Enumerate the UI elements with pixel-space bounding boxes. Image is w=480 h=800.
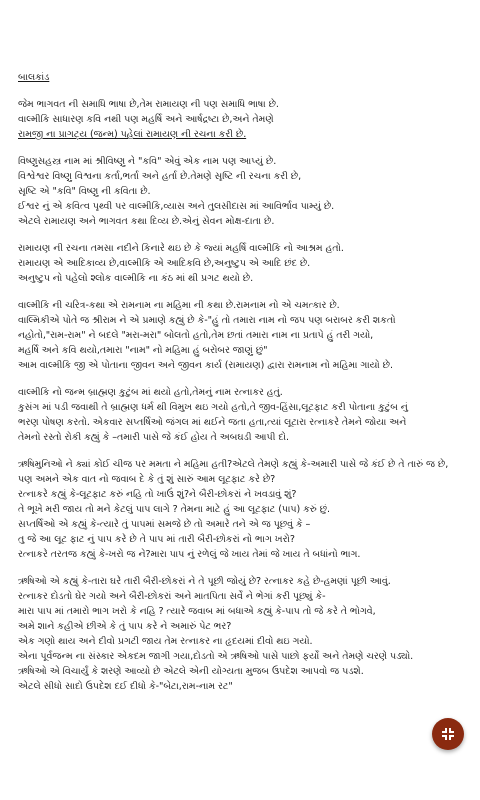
text-line: વાલ્મીકિ નો જન્મ બ્રાહ્મણ કુટુંબ માં થયો હતો,તેમનું નામ રત્નાકર હતું. xyxy=(18,387,283,398)
chapter-heading: બાલકાંડ xyxy=(18,72,50,83)
text-line: વાલ્મીકિ ની ચરિત્ર-કથા એ રામનામ ના મહિમા ની કથા છે.રામનામ નો એ ચમત્કાર છે. xyxy=(18,300,340,311)
paragraph xyxy=(18,298,470,373)
text-line: રત્નાકરે તરતજ કહ્યું કે-ખરો જ ને?મારા પાપ નું રળેલું જે ખાય તેમાં જે ખાય તે બધાંનો ભાગ. xyxy=(18,549,361,560)
text-line: ભરણ પોષણ કરતો. એકવાર સપ્તર્ષિઓ જંગલ માં થઈને જતા હતા,ત્યાં લૂટારા રત્નાકરે તેમને જોયા અને xyxy=(18,417,407,428)
text-line: ઋષિમુનિઓ ને ક્યાં કોઈ ચીજ પર મમતા ને મહિમા હતી?એટલે તેમણે કહ્યું કે-અમારી પાસે જે કંઈ છે તે તારું જ છે, xyxy=(18,459,449,470)
text-line: વિશ્વેશ્વર વિષ્ણુ વિશ્વના કર્તા,ભર્તા અને હર્તા છે.તેમણે સૃષ્ટિ ની રચના કરી છે, xyxy=(18,171,302,182)
text-line: વિષ્ણુસહસ્ત્ર નામ માં શ્રીવિષ્ણુ ને "કવિ" એવું એક નામ પણ આપ્યું છે. xyxy=(18,156,277,167)
text-line: કુસંગ માં પડી જવાથી તે બ્રાહ્મણ ધર્મ થી વિમુખ થઇ ગયો હતો,તે જીવ-હિંસા,લૂટફાટ કરી પોતાના કુટુંબ નું xyxy=(18,402,408,413)
text-line: મહર્ષિ અને કવિ થયો,તમારા "નામ" નો મહિમા હું બરોબર જાણું છું" xyxy=(18,345,268,356)
text-line: રત્નાકર દોડતો ઘેર ગયો અને બૈરી-છોકરાં અને માતપિતા સર્વે ને ભેગાં કરી પૂછ્યું કે- xyxy=(18,591,326,602)
text-line: વાલ્મિકીએ પોતે જ શ્રીરામ ને એ પ્રમાણે કહ્યું છે કે-"હું તો તમારા નામ નો જપ પણ બરાબર કરી શકતો xyxy=(18,315,396,326)
text-line: ઈશ્વર નું એ કવિત્વ પૃથ્વી પર વાલ્મીકિ,વ્યાસ અને તુલસીદાસ માં આવિર્ભાવ પામ્યું છે. xyxy=(18,201,335,212)
text-line: એક ગણો થાય અને દીવો પ્રગટી જાય તેમ રત્નાકર ના હૃદયમાં દીવો થઇ ગયો. xyxy=(18,636,313,647)
text-line: રત્નાકરે કહ્યું કે-લૂટફાટ કરું નહિ તો ખાઉં શું?ને બૈરી-છોકરાં ને ખવડાવું શું? xyxy=(18,489,297,500)
text-line: રામાયણ ની રચના તમસા નદીને કિનારે થઇ છે કે જ્યાં મહર્ષિ વાલ્મીકિ નો આશ્રમ હતો. xyxy=(18,243,344,254)
document-page xyxy=(18,70,470,706)
paragraph xyxy=(18,385,470,445)
text-line: ઋષિઓ એ વિચાર્યું કે શરણે આવ્યો છે એટલે એની યોગ્યતા મુજબ ઉપદેશ આપવો જ પડશે. xyxy=(18,666,364,677)
text-line: રામજી ના પ્રાગટ્ય (જન્મ) પહેલાં રામાયણ ની રચના કરી છે. xyxy=(18,129,247,140)
text-line: રામાયણ એ આદિકાવ્ય છે,વાલ્મીકિ એ આદિકવિ છે,અનુષ્ટુપ એ આદિ છંદ છે. xyxy=(18,258,311,269)
text-line: અમે શાને કહીએ છીએ કે તું પાપ કરે ને અમારું પેટ ભર? xyxy=(18,621,232,632)
collapse-arrows-icon xyxy=(440,726,456,742)
text-line: મારા પાપ માં તમારો ભાગ ખરો કે નહિ ? ત્યારે જવાબ માં બધાએ કહ્યું કે-પાપ તો જે કરે તે ભોગવે, xyxy=(18,606,376,617)
document-body xyxy=(18,97,470,694)
paragraph xyxy=(18,97,470,142)
text-line: સપ્તર્ષિઓ એ કહ્યું કે-ત્યારે તું પાપમાં સમજે છે તો અમારે તને એ જ પૂછવું કે – xyxy=(18,519,311,530)
text-line: અનુષ્ટુપ નો પહેલો શ્લોક વાલ્મીકિ ના કંઠ માં થી પ્રગટ થયો છે. xyxy=(18,273,254,284)
paragraph xyxy=(18,241,470,286)
paragraph xyxy=(18,574,470,694)
text-line: નહોતો,"રામ-રામ" ને બદલે "મરા-મરા" બોલતો હતો,તેમ છતાં તમારા નામ ના પ્રતાપે હું તરી ગયો, xyxy=(18,330,374,341)
text-line: આમ વાલ્મીકિ જી એ પોતાના જીવન અને જીવન કાર્ય (રામાયણ) દ્વારા રામનામ નો મહિમા ગાયો છે. xyxy=(18,360,393,371)
text-line: એટલે સીધો સાદો ઉપદેશ દઈ દીધો કે-"બેટા,રામ-નામ રટ" xyxy=(18,681,233,692)
exit-fullscreen-button[interactable] xyxy=(432,718,464,750)
text-line: એટલે રામાયણ અને ભાગવત કથા દિવ્ય છે.એનું સેવન મોક્ષ-દાતા છે. xyxy=(18,216,275,227)
paragraph xyxy=(18,154,470,229)
paragraph xyxy=(18,457,470,562)
text-line: ઋષિઓ એ કહ્યું કે-તારા ઘરે તારી બૈરી-છોકરાં ને તે પૂછી જોયું છે? રત્નાકર કહે છે-હમણાં પૂછી આવું. xyxy=(18,576,391,587)
text-line: વાલ્મીકિ સાધારણ કવિ નથી પણ મહર્ષિ અને આર્ષદ્રષ્ટા છે,અને તેમણે xyxy=(18,114,274,125)
text-line: તે ભૂખે મરી જાય તો મને કેટલું પાપ લાગે ? તેમના માટે હું આ લૂટફાટ (પાપ) કરું છું. xyxy=(18,504,330,515)
text-line: પણ અમને એક વાત નો જવાબ દે કે તું શું સારું આમ લૂટફાટ કરે છે? xyxy=(18,474,276,485)
text-line: તુ જે આ લૂટ ફાટ નું પાપ કરે છે તે પાપ માં તારી બૈરી-છોકરાં નો ભાગ ખરો? xyxy=(18,534,295,545)
text-line: જેમ ભાગવત ની સમાધિ ભાષા છે,તેમ રામાયણ ની પણ સમાધિ ભાષા છે. xyxy=(18,99,279,110)
text-line: એના પૂર્વજન્મ ના સંસ્કાર એકદમ જાગી ગયા,દોડતો એ ઋષિઓ પાસે પાછો ફર્યો અને તેમણે ચરણે પડ્યો. xyxy=(18,651,414,662)
text-line: તેમનો રસ્તો રોકી કહ્યું કે –તમારી પાસે જે કંઈ હોય તે અબઘડી આપી દો. xyxy=(18,432,289,443)
text-line: સૃષ્ટિ એ "કવિ" વિષ્ણુ ની કવિતા છે. xyxy=(18,186,151,197)
